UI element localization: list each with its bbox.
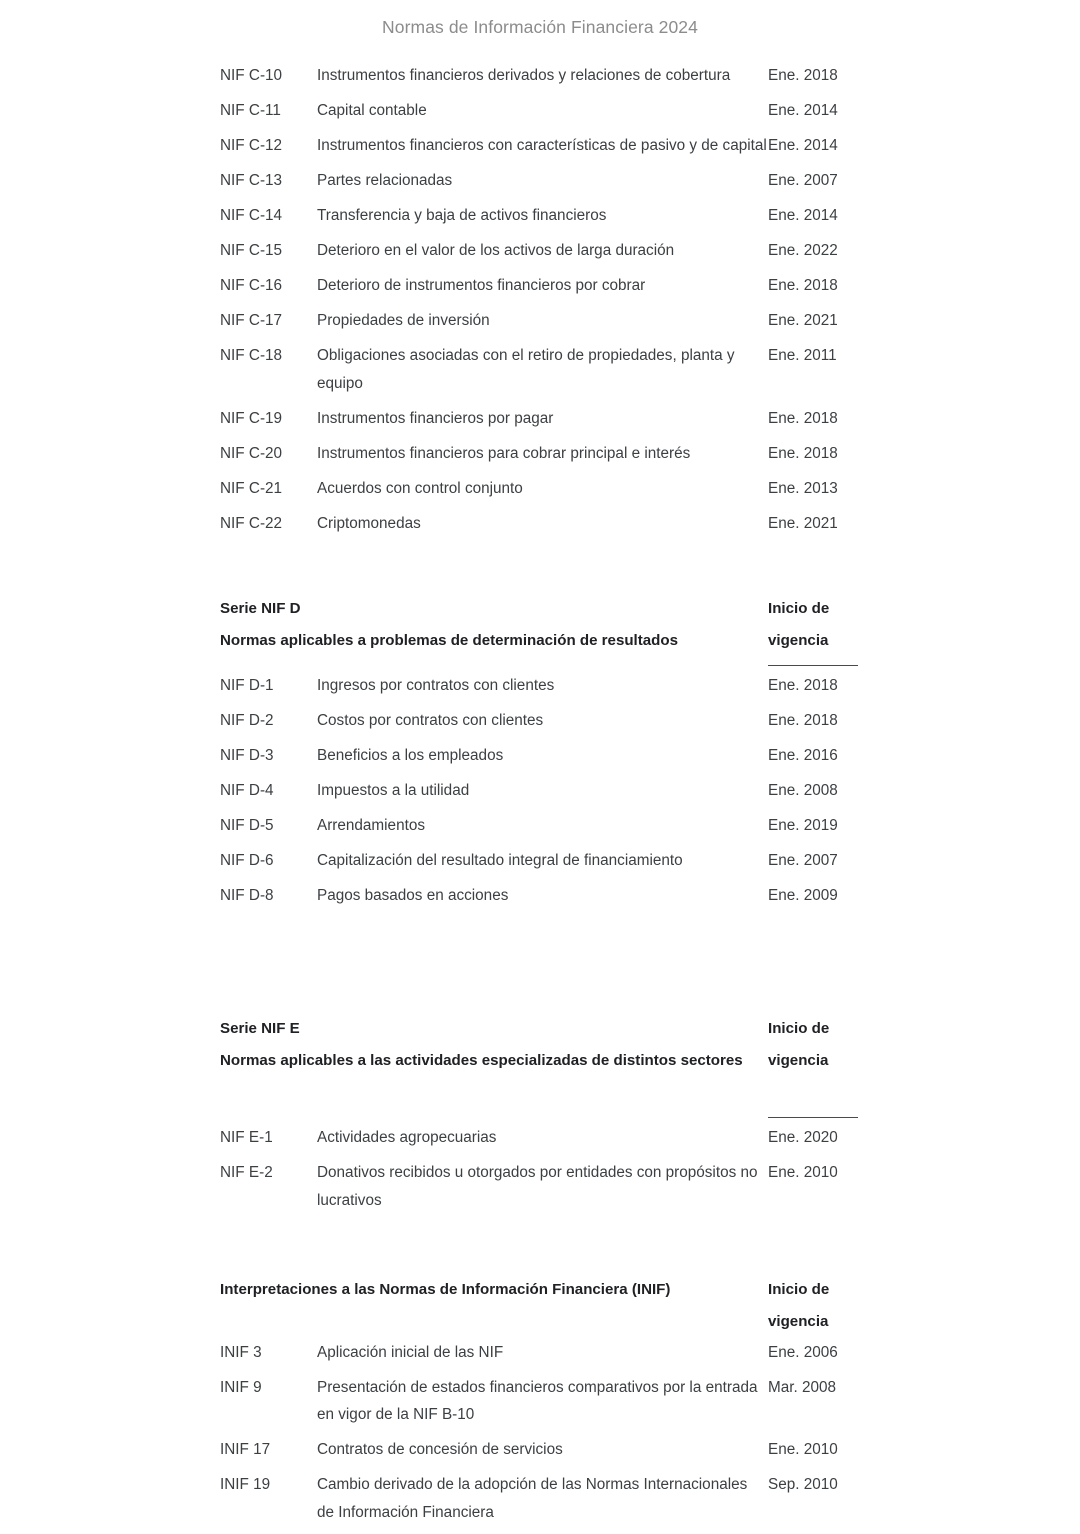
section-header: [220, 1274, 880, 1339]
effective-date: Ene. 2014: [768, 207, 838, 224]
standard-title: Costos por contratos con clientes: [317, 711, 544, 729]
table-row: [220, 812, 880, 840]
table-row: [220, 440, 880, 468]
section-serie-label: Serie NIF D: [220, 599, 301, 617]
standard-title: Propiedades de inversión: [317, 312, 490, 329]
table-row: [220, 202, 880, 230]
table-row: [220, 1471, 880, 1526]
effective-date: Ene. 2008: [768, 781, 838, 799]
effective-date: Ene. 2020: [768, 1129, 838, 1147]
column-header-inicio: Inicio de: [768, 1280, 830, 1298]
standard-code: NIF C-15: [220, 242, 283, 259]
column-header-rule: [768, 1117, 858, 1118]
effective-date: Ene. 2019: [768, 816, 838, 834]
section-rows: [220, 1339, 880, 1527]
table-row: [220, 405, 880, 433]
table-row: [220, 342, 880, 397]
effective-date: Ene. 2018: [768, 409, 838, 427]
effective-date: Ene. 2013: [768, 479, 838, 497]
column-header-rule: [768, 665, 858, 666]
section-spacer: [220, 917, 880, 1013]
standard-title: Partes relacionadas: [317, 172, 453, 189]
table-row: [220, 307, 880, 335]
section-header: [220, 593, 880, 672]
standard-title: Obligaciones asociadas con el retiro de propiedades, planta y equipo: [317, 347, 735, 392]
effective-date: Ene. 2018: [768, 67, 838, 84]
standard-title: Arrendamientos: [317, 816, 425, 834]
standard-title: Capital contable: [317, 102, 427, 119]
page-title: Normas de Información Financiera 2024: [382, 17, 698, 37]
standard-title: Capitalización del resultado integral de financiamiento: [317, 851, 683, 869]
standard-code: NIF D-2: [220, 711, 274, 729]
effective-date: Ene. 2018: [768, 277, 838, 294]
section-nif-c-continuation: [220, 62, 880, 537]
table-row: [220, 272, 880, 300]
standard-title: Acuerdos con control conjunto: [317, 479, 523, 497]
standard-title: Deterioro en el valor de los activos de larga duración: [317, 242, 675, 259]
standard-title: Transferencia y baja de activos financieros: [317, 207, 607, 224]
standard-code: INIF 3: [220, 1343, 262, 1361]
effective-date: Ene. 2010: [768, 1441, 838, 1459]
effective-date: Ene. 2021: [768, 312, 838, 329]
section-header-left: [220, 1274, 768, 1307]
column-header-vigencia: vigencia: [768, 1052, 829, 1070]
standard-code: NIF E-1: [220, 1129, 273, 1147]
standard-code: NIF D-3: [220, 746, 274, 764]
effective-date: Ene. 2021: [768, 514, 838, 532]
standard-title: Actividades agropecuarias: [317, 1129, 497, 1147]
section-header-left: [220, 1013, 768, 1078]
standard-code: NIF D-4: [220, 781, 274, 799]
column-header-inicio: Inicio de: [768, 599, 830, 617]
standard-code: NIF C-16: [220, 277, 283, 294]
effective-date: Ene. 2007: [768, 851, 838, 869]
standard-title: Instrumentos financieros por pagar: [317, 409, 554, 427]
standard-code: INIF 19: [220, 1476, 271, 1494]
section-serie-nif-d: [220, 593, 880, 910]
section-inif: [220, 1274, 880, 1527]
standard-code: NIF D-1: [220, 676, 274, 694]
standard-code: NIF C-19: [220, 409, 283, 427]
section-rows: [220, 672, 880, 910]
column-header-inicio: Inicio de: [768, 1019, 830, 1037]
standard-code: NIF E-2: [220, 1164, 273, 1182]
standard-title: Aplicación inicial de las NIF: [317, 1343, 504, 1361]
table-row: [220, 1159, 880, 1214]
effective-date: Ene. 2022: [768, 242, 838, 259]
effective-date: Ene. 2009: [768, 886, 838, 904]
effective-date: Ene. 2018: [768, 444, 838, 462]
standard-title: Presentación de estados financieros comparativos por la entrada en vigor de la NIF B-10: [317, 1378, 758, 1424]
standard-title: Pagos basados en acciones: [317, 886, 509, 904]
effective-date: Ene. 2014: [768, 137, 838, 154]
effective-date: Mar. 2008: [768, 1378, 837, 1396]
column-header-vigencia: vigencia: [768, 1313, 829, 1331]
section-serie-label: Serie NIF E: [220, 1019, 300, 1037]
table-row: [220, 1124, 880, 1152]
standard-code: NIF C-22: [220, 514, 283, 532]
section-serie-nif-e: [220, 1013, 880, 1214]
standard-code: NIF C-17: [220, 312, 283, 329]
effective-date: Ene. 2016: [768, 746, 838, 764]
standard-code: INIF 17: [220, 1441, 271, 1459]
standard-title: Instrumentos financieros con características de pasivo y de capital: [317, 137, 767, 154]
standard-code: NIF C-18: [220, 347, 283, 364]
table-row: [220, 847, 880, 875]
standards-table: [220, 62, 880, 1534]
section-header-right: [768, 1274, 880, 1339]
section-header: [220, 1013, 880, 1124]
table-row: [220, 672, 880, 700]
standard-title: Instrumentos financieros derivados y relaciones de cobertura: [317, 67, 731, 84]
standard-title: Criptomonedas: [317, 514, 421, 532]
table-row: [220, 510, 880, 538]
standard-title: Cambio derivado de la adopción de las Normas Internacionales de Información Financiera: [317, 1476, 748, 1521]
column-header-vigencia: vigencia: [768, 632, 829, 649]
table-row: [220, 167, 880, 195]
table-row: [220, 237, 880, 265]
standard-title: Ingresos por contratos con clientes: [317, 676, 555, 694]
table-row: [220, 1436, 880, 1464]
effective-date: Ene. 2010: [768, 1164, 838, 1182]
table-row: [220, 475, 880, 503]
standard-code: NIF C-13: [220, 172, 283, 189]
table-row: [220, 707, 880, 735]
standard-title: Beneficios a los empleados: [317, 746, 504, 764]
standard-code: INIF 9: [220, 1378, 262, 1396]
standard-title: Impuestos a la utilidad: [317, 781, 470, 799]
section-rows: [220, 1124, 880, 1214]
standard-title: Instrumentos financieros para cobrar principal e interés: [317, 444, 691, 462]
standard-title: Deterioro de instrumentos financieros por cobrar: [317, 277, 646, 294]
standard-code: NIF C-12: [220, 137, 283, 154]
section-description: Normas aplicables a problemas de determinación de resultados: [220, 632, 679, 649]
section-header-left: [220, 593, 768, 658]
table-row: [220, 1339, 880, 1367]
table-row: [220, 132, 880, 160]
standard-code: NIF C-14: [220, 207, 283, 224]
effective-date: Ene. 2014: [768, 102, 838, 119]
table-row: [220, 97, 880, 125]
effective-date: Ene. 2007: [768, 172, 838, 189]
standard-code: NIF C-10: [220, 67, 283, 84]
section-header-right: [768, 1013, 880, 1124]
table-row: [220, 742, 880, 770]
section-spacer: [220, 545, 880, 593]
effective-date: Ene. 2011: [768, 347, 837, 364]
standard-code: NIF C-20: [220, 444, 283, 462]
table-row: [220, 1374, 880, 1429]
table-row: [220, 62, 880, 90]
effective-date: Ene. 2018: [768, 676, 838, 694]
section-serie-label: Interpretaciones a las Normas de Información Financiera (INIF): [220, 1280, 671, 1298]
standard-title: Donativos recibidos u otorgados por entidades con propósitos no lucrativos: [317, 1164, 758, 1209]
effective-date: Sep. 2010: [768, 1476, 838, 1494]
standard-code: NIF C-21: [220, 479, 283, 497]
standard-title: Contratos de concesión de servicios: [317, 1441, 563, 1459]
section-spacer: [220, 1222, 880, 1274]
table-row: [220, 882, 880, 910]
section-description: Normas aplicables a las actividades especializadas de distintos sectores: [220, 1052, 743, 1070]
effective-date: Ene. 2018: [768, 711, 838, 729]
standard-code: NIF D-8: [220, 886, 274, 904]
standard-code: NIF D-6: [220, 851, 274, 869]
table-row: [220, 777, 880, 805]
effective-date: Ene. 2006: [768, 1343, 838, 1361]
section-header-right: [768, 593, 880, 672]
standard-code: NIF C-11: [220, 102, 281, 119]
standard-code: NIF D-5: [220, 816, 274, 834]
